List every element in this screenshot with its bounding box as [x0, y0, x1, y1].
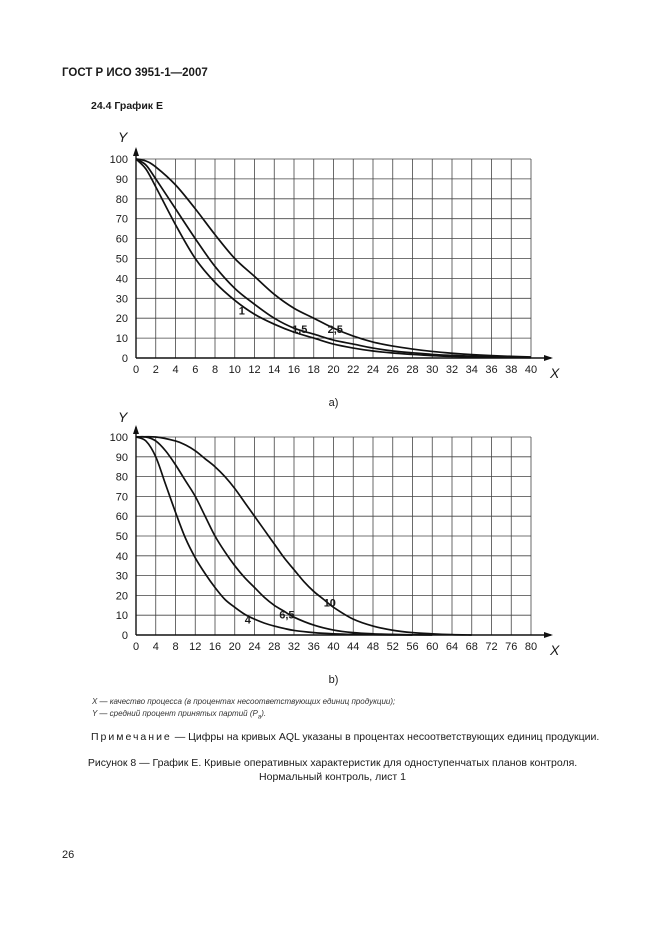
- chart-a-ytick-label-9: 90: [115, 173, 128, 186]
- chart-a-panel-label: a): [328, 397, 339, 409]
- caption-line-2: Нормальный контроль, лист 1: [259, 771, 406, 783]
- chart-b-ytick-label-8: 80: [115, 471, 128, 484]
- chart-a-y-axis-label: Y: [118, 129, 128, 145]
- figure-caption: [60, 756, 605, 784]
- chart-b-xtick-label-6: 24: [248, 641, 261, 653]
- chart-a-xtick-label-6: 12: [248, 364, 261, 376]
- chart-a-ytick-label-8: 80: [115, 193, 128, 206]
- chart-a-ytick-label-1: 10: [115, 333, 128, 346]
- legend-y-symbol: P: [252, 709, 258, 718]
- chart-b-ytick-label-9: 90: [115, 451, 128, 464]
- chart-b-ytick-label-0: 0: [121, 630, 128, 642]
- chart-b-panel-label: b): [328, 674, 339, 686]
- legend-y-subscript: a: [257, 714, 262, 721]
- chart-a-curve-label-2: 2,5: [327, 324, 343, 337]
- chart-b-xtick-label-3: 12: [189, 641, 202, 653]
- chart-b-xtick-label-4: 16: [208, 641, 222, 653]
- chart-b-curve-label-1: 6,5: [279, 609, 295, 622]
- legend-y-prefix: Y — средний процент принятых партий (: [92, 709, 253, 718]
- chart-b-ytick-label-3: 30: [115, 570, 128, 583]
- chart-a-xtick-label-8: 16: [287, 364, 301, 376]
- chart-b-xtick-label-14: 56: [406, 641, 419, 653]
- chart-b-xtick-label-7: 28: [268, 641, 281, 653]
- chart-a-xtick-label-17: 34: [465, 364, 478, 376]
- chart-b-xtick-label-8: 32: [287, 641, 301, 653]
- chart-a-xtick-label-12: 24: [366, 364, 380, 376]
- chart-b-y-axis-label: Y: [118, 409, 128, 425]
- chart-a-ytick-label-5: 50: [115, 253, 128, 266]
- chart-b-x-axis-label: X: [550, 642, 560, 658]
- chart-b-xtick-label-19: 76: [505, 641, 518, 653]
- page-number: 26: [62, 849, 75, 861]
- chart-a-xtick-label-0: 0: [132, 364, 140, 376]
- chart-a-xtick-label-7: 14: [268, 364, 281, 376]
- chart-a-xtick-label-16: 32: [445, 364, 459, 376]
- chart-b-xtick-label-2: 8: [172, 641, 179, 653]
- chart-b-y-axis-arrow: [133, 425, 139, 434]
- chart-b-xtick-label-1: 4: [152, 641, 159, 653]
- chart-a: [0, 130, 662, 420]
- chart-b: [0, 410, 662, 685]
- chart-a-xtick-label-2: 4: [172, 364, 179, 376]
- chart-b-labels: [110, 409, 560, 686]
- chart-b-xtick-label-13: 52: [386, 641, 399, 653]
- chart-a-ytick-label-10: 100: [109, 154, 128, 166]
- chart-a-ytick-label-0: 0: [121, 353, 128, 365]
- chart-b-ytick-label-2: 20: [115, 590, 128, 603]
- note-text: — Цифры на кривых AQL указаны в процентах несоответствующих единиц продукции.: [171, 731, 600, 743]
- chart-a-xtick-label-11: 22: [347, 364, 360, 376]
- chart-a-xtick-label-20: 40: [524, 364, 538, 376]
- chart-b-ytick-label-6: 60: [115, 511, 128, 524]
- legend-y-suffix: ).: [261, 709, 267, 718]
- chart-a-xtick-label-4: 8: [211, 364, 219, 376]
- chart-b-xtick-label-17: 68: [465, 641, 478, 653]
- chart-b-xtick-label-15: 60: [426, 641, 439, 653]
- chart-a-labels: [110, 129, 560, 409]
- chart-b-curve-label-0: 4: [244, 614, 251, 627]
- chart-a-ytick-label-2: 20: [115, 313, 128, 326]
- chart-a-xtick-label-5: 10: [228, 364, 241, 376]
- chart-b-ytick-label-10: 100: [109, 432, 128, 444]
- chart-b-ytick-label-4: 40: [115, 550, 128, 563]
- chart-b-curve-label-2: 10: [323, 597, 336, 610]
- chart-a-xtick-label-13: 26: [386, 364, 399, 376]
- legend-x-description: X — качество процесса (в процентах несоответствующих единиц продукции);: [92, 697, 396, 706]
- chart-a-curve-label-0: 1: [238, 305, 245, 318]
- chart-a-xtick-label-3: 6: [192, 364, 199, 376]
- chart-b-xtick-label-20: 80: [524, 641, 538, 653]
- chart-b-xtick-label-5: 20: [228, 641, 241, 653]
- document-header: ГОСТ Р ИСО 3951-1—2007: [62, 67, 208, 79]
- chart-a-xtick-label-18: 36: [485, 364, 498, 376]
- chart-a-ytick-label-6: 60: [115, 233, 128, 246]
- note: [91, 731, 599, 743]
- chart-b-xtick-label-11: 44: [347, 641, 360, 653]
- chart-b-xtick-label-10: 40: [327, 641, 340, 653]
- chart-b-xtick-label-12: 48: [366, 641, 380, 653]
- chart-b-xtick-label-9: 36: [307, 641, 320, 653]
- chart-b-x-axis-arrow: [544, 632, 553, 638]
- chart-b-xtick-label-0: 0: [132, 641, 140, 653]
- chart-b-xtick-label-16: 64: [445, 641, 459, 653]
- chart-b-ytick-label-5: 50: [115, 531, 128, 543]
- caption-line-1: Рисунок 8 — График Е. Кривые оперативных характеристик для одноступенчатых планов контроля.: [87, 757, 578, 769]
- chart-a-ytick-label-7: 70: [115, 213, 128, 226]
- chart-a-x-axis-label: X: [550, 365, 560, 381]
- chart-a-xtick-label-9: 18: [307, 364, 320, 376]
- chart-b-ytick-label-7: 70: [115, 491, 128, 504]
- section-heading: 24.4 График Е: [91, 100, 163, 112]
- chart-a-ytick-label-3: 30: [115, 293, 128, 306]
- chart-a-xtick-label-10: 20: [327, 364, 340, 376]
- legend-y-description: [92, 709, 266, 721]
- chart-a-y-axis-arrow: [133, 147, 139, 156]
- chart-a-curve-label-1: 1,5: [292, 324, 308, 337]
- chart-a-xtick-label-1: 2: [152, 364, 159, 376]
- chart-b-xtick-label-18: 72: [485, 641, 498, 653]
- chart-a-xtick-label-19: 38: [505, 364, 518, 376]
- note-label: Примечание: [91, 731, 172, 743]
- chart-a-xtick-label-14: 28: [406, 364, 419, 376]
- chart-a-x-axis-arrow: [544, 355, 553, 361]
- chart-b-ytick-label-1: 10: [115, 610, 128, 623]
- chart-a-ytick-label-4: 40: [115, 273, 128, 286]
- chart-a-xtick-label-15: 30: [426, 364, 439, 376]
